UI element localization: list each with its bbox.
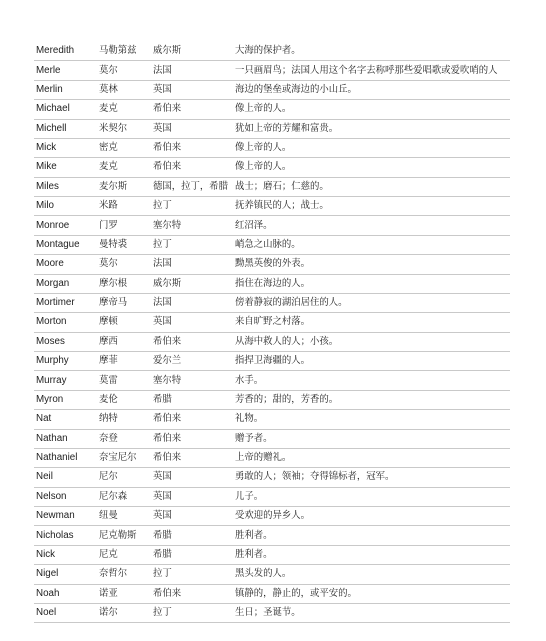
- meaning-cell: 傍着静寂的湖泊居住的人。: [233, 293, 510, 312]
- chinese-name-cell: 摩帝马: [97, 293, 151, 312]
- chinese-name-cell: 莫尔: [97, 255, 151, 274]
- origin-cell: 拉丁: [151, 235, 233, 254]
- table-row: [34, 61, 510, 80]
- origin-cell: 英国: [151, 507, 233, 526]
- meaning-cell: 一只画眉鸟；法国人用这个名字去称呼那些爱唱歌或爱吹哨的人: [233, 61, 510, 80]
- english-name-cell: Mortimer: [34, 293, 97, 312]
- table-row: [34, 352, 510, 371]
- meaning-cell: 受欢迎的异乡人。: [233, 507, 510, 526]
- chinese-name-cell: 纳特: [97, 410, 151, 429]
- chinese-name-cell: 诺亚: [97, 584, 151, 603]
- english-name-cell: Noah: [34, 584, 97, 603]
- meaning-cell: 黑头发的人。: [233, 565, 510, 584]
- table-row: [34, 216, 510, 235]
- table-row: [34, 603, 510, 622]
- table-row: [34, 274, 510, 293]
- english-name-cell: Morgan: [34, 274, 97, 293]
- origin-cell: 爱尔兰: [151, 352, 233, 371]
- origin-cell: 希伯来: [151, 429, 233, 448]
- meaning-cell: 像上帝的人。: [233, 138, 510, 157]
- table-row: [34, 448, 510, 467]
- table-row: [34, 332, 510, 351]
- table-row: [34, 565, 510, 584]
- meaning-cell: 黝黑英俊的外表。: [233, 255, 510, 274]
- meaning-cell: 儿子。: [233, 487, 510, 506]
- english-name-cell: Nelson: [34, 487, 97, 506]
- table-row: [34, 235, 510, 254]
- english-name-cell: Nathaniel: [34, 448, 97, 467]
- chinese-name-cell: 尼克勒斯: [97, 526, 151, 545]
- chinese-name-cell: 米路: [97, 197, 151, 216]
- chinese-name-cell: 摩菲: [97, 352, 151, 371]
- table-row: [34, 119, 510, 138]
- chinese-name-cell: 奈宝尼尔: [97, 448, 151, 467]
- meaning-cell: 水手。: [233, 371, 510, 390]
- meaning-cell: 红沼泽。: [233, 216, 510, 235]
- english-name-cell: Myron: [34, 390, 97, 409]
- meaning-cell: 芳香的；甜的，芳香的。: [233, 390, 510, 409]
- meaning-cell: 指住在海边的人。: [233, 274, 510, 293]
- english-name-cell: Monroe: [34, 216, 97, 235]
- english-name-cell: Nigel: [34, 565, 97, 584]
- table-row: [34, 371, 510, 390]
- chinese-name-cell: 诺尔: [97, 603, 151, 622]
- table-row: [34, 177, 510, 196]
- chinese-name-cell: 曼特裘: [97, 235, 151, 254]
- table-row: [34, 255, 510, 274]
- english-name-cell: Mick: [34, 138, 97, 157]
- origin-cell: 德国，拉丁，希腊: [151, 177, 233, 196]
- meaning-cell: 犹如上帝的芳耀和富贵。: [233, 119, 510, 138]
- meaning-cell: 峭急之山脉的。: [233, 235, 510, 254]
- origin-cell: 希腊: [151, 526, 233, 545]
- name-meaning-sheet: [34, 42, 510, 623]
- english-name-cell: Newman: [34, 507, 97, 526]
- origin-cell: 塞尔特: [151, 371, 233, 390]
- table-row: [34, 390, 510, 409]
- origin-cell: 英国: [151, 119, 233, 138]
- table-row: [34, 80, 510, 99]
- table-row: [34, 526, 510, 545]
- chinese-name-cell: 麦伦: [97, 390, 151, 409]
- meaning-cell: 战士；磨石；仁慈的。: [233, 177, 510, 196]
- english-name-cell: Moore: [34, 255, 97, 274]
- meaning-cell: 礼物。: [233, 410, 510, 429]
- meaning-cell: 指捍卫海疆的人。: [233, 352, 510, 371]
- table-row: [34, 468, 510, 487]
- origin-cell: 希腊: [151, 390, 233, 409]
- chinese-name-cell: 奈登: [97, 429, 151, 448]
- table-row: [34, 584, 510, 603]
- english-name-cell: Milo: [34, 197, 97, 216]
- chinese-name-cell: 尼尔: [97, 468, 151, 487]
- chinese-name-cell: 摩尔根: [97, 274, 151, 293]
- origin-cell: 拉丁: [151, 565, 233, 584]
- origin-cell: 希伯来: [151, 448, 233, 467]
- meaning-cell: 从海中救人的人；小孩。: [233, 332, 510, 351]
- origin-cell: 威尔斯: [151, 42, 233, 61]
- name-meaning-table: [34, 42, 510, 623]
- english-name-cell: Murphy: [34, 352, 97, 371]
- table-row: [34, 429, 510, 448]
- english-name-cell: Murray: [34, 371, 97, 390]
- origin-cell: 希腊: [151, 545, 233, 564]
- meaning-cell: 来自旷野之村落。: [233, 313, 510, 332]
- meaning-cell: 大海的保护者。: [233, 42, 510, 61]
- english-name-cell: Moses: [34, 332, 97, 351]
- meaning-cell: 像上帝的人。: [233, 158, 510, 177]
- table-row: [34, 138, 510, 157]
- english-name-cell: Mike: [34, 158, 97, 177]
- origin-cell: 塞尔特: [151, 216, 233, 235]
- chinese-name-cell: 密克: [97, 138, 151, 157]
- meaning-cell: 勇敢的人；领袖；夺得锦标者，冠军。: [233, 468, 510, 487]
- english-name-cell: Miles: [34, 177, 97, 196]
- chinese-name-cell: 尼克: [97, 545, 151, 564]
- origin-cell: 希伯来: [151, 158, 233, 177]
- chinese-name-cell: 麦尔斯: [97, 177, 151, 196]
- table-row: [34, 293, 510, 312]
- chinese-name-cell: 麦克: [97, 100, 151, 119]
- english-name-cell: Nick: [34, 545, 97, 564]
- table-body: [34, 42, 510, 623]
- meaning-cell: 胜利者。: [233, 526, 510, 545]
- chinese-name-cell: 摩顿: [97, 313, 151, 332]
- table-row: [34, 100, 510, 119]
- chinese-name-cell: 马勒第兹: [97, 42, 151, 61]
- origin-cell: 英国: [151, 80, 233, 99]
- chinese-name-cell: 米契尔: [97, 119, 151, 138]
- chinese-name-cell: 门罗: [97, 216, 151, 235]
- english-name-cell: Noel: [34, 603, 97, 622]
- origin-cell: 英国: [151, 468, 233, 487]
- meaning-cell: 上帝的赠礼。: [233, 448, 510, 467]
- table-row: [34, 313, 510, 332]
- english-name-cell: Nat: [34, 410, 97, 429]
- meaning-cell: 海边的堡垒或海边的小山丘。: [233, 80, 510, 99]
- english-name-cell: Nathan: [34, 429, 97, 448]
- table-row: [34, 507, 510, 526]
- english-name-cell: Meredith: [34, 42, 97, 61]
- origin-cell: 法国: [151, 293, 233, 312]
- origin-cell: 希伯来: [151, 410, 233, 429]
- origin-cell: 拉丁: [151, 197, 233, 216]
- english-name-cell: Merle: [34, 61, 97, 80]
- english-name-cell: Morton: [34, 313, 97, 332]
- meaning-cell: 生日；圣诞节。: [233, 603, 510, 622]
- origin-cell: 法国: [151, 61, 233, 80]
- table-row: [34, 42, 510, 61]
- meaning-cell: 抚养镇民的人；战士。: [233, 197, 510, 216]
- table-row: [34, 487, 510, 506]
- chinese-name-cell: 尼尔森: [97, 487, 151, 506]
- chinese-name-cell: 奈哲尔: [97, 565, 151, 584]
- table-row: [34, 410, 510, 429]
- chinese-name-cell: 莫雷: [97, 371, 151, 390]
- english-name-cell: Neil: [34, 468, 97, 487]
- meaning-cell: 胜利者。: [233, 545, 510, 564]
- table-row: [34, 197, 510, 216]
- english-name-cell: Merlin: [34, 80, 97, 99]
- origin-cell: 拉丁: [151, 603, 233, 622]
- chinese-name-cell: 摩西: [97, 332, 151, 351]
- chinese-name-cell: 麦克: [97, 158, 151, 177]
- origin-cell: 希伯来: [151, 100, 233, 119]
- origin-cell: 威尔斯: [151, 274, 233, 293]
- origin-cell: 希伯来: [151, 332, 233, 351]
- chinese-name-cell: 纽曼: [97, 507, 151, 526]
- chinese-name-cell: 莫尔: [97, 61, 151, 80]
- origin-cell: 希伯来: [151, 584, 233, 603]
- chinese-name-cell: 莫林: [97, 80, 151, 99]
- origin-cell: 希伯来: [151, 138, 233, 157]
- meaning-cell: 赠予者。: [233, 429, 510, 448]
- english-name-cell: Michell: [34, 119, 97, 138]
- english-name-cell: Montague: [34, 235, 97, 254]
- table-row: [34, 158, 510, 177]
- english-name-cell: Michael: [34, 100, 97, 119]
- meaning-cell: 像上帝的人。: [233, 100, 510, 119]
- origin-cell: 英国: [151, 313, 233, 332]
- origin-cell: 英国: [151, 487, 233, 506]
- meaning-cell: 镇静的，静止的，或平安的。: [233, 584, 510, 603]
- english-name-cell: Nicholas: [34, 526, 97, 545]
- table-row: [34, 545, 510, 564]
- origin-cell: 法国: [151, 255, 233, 274]
